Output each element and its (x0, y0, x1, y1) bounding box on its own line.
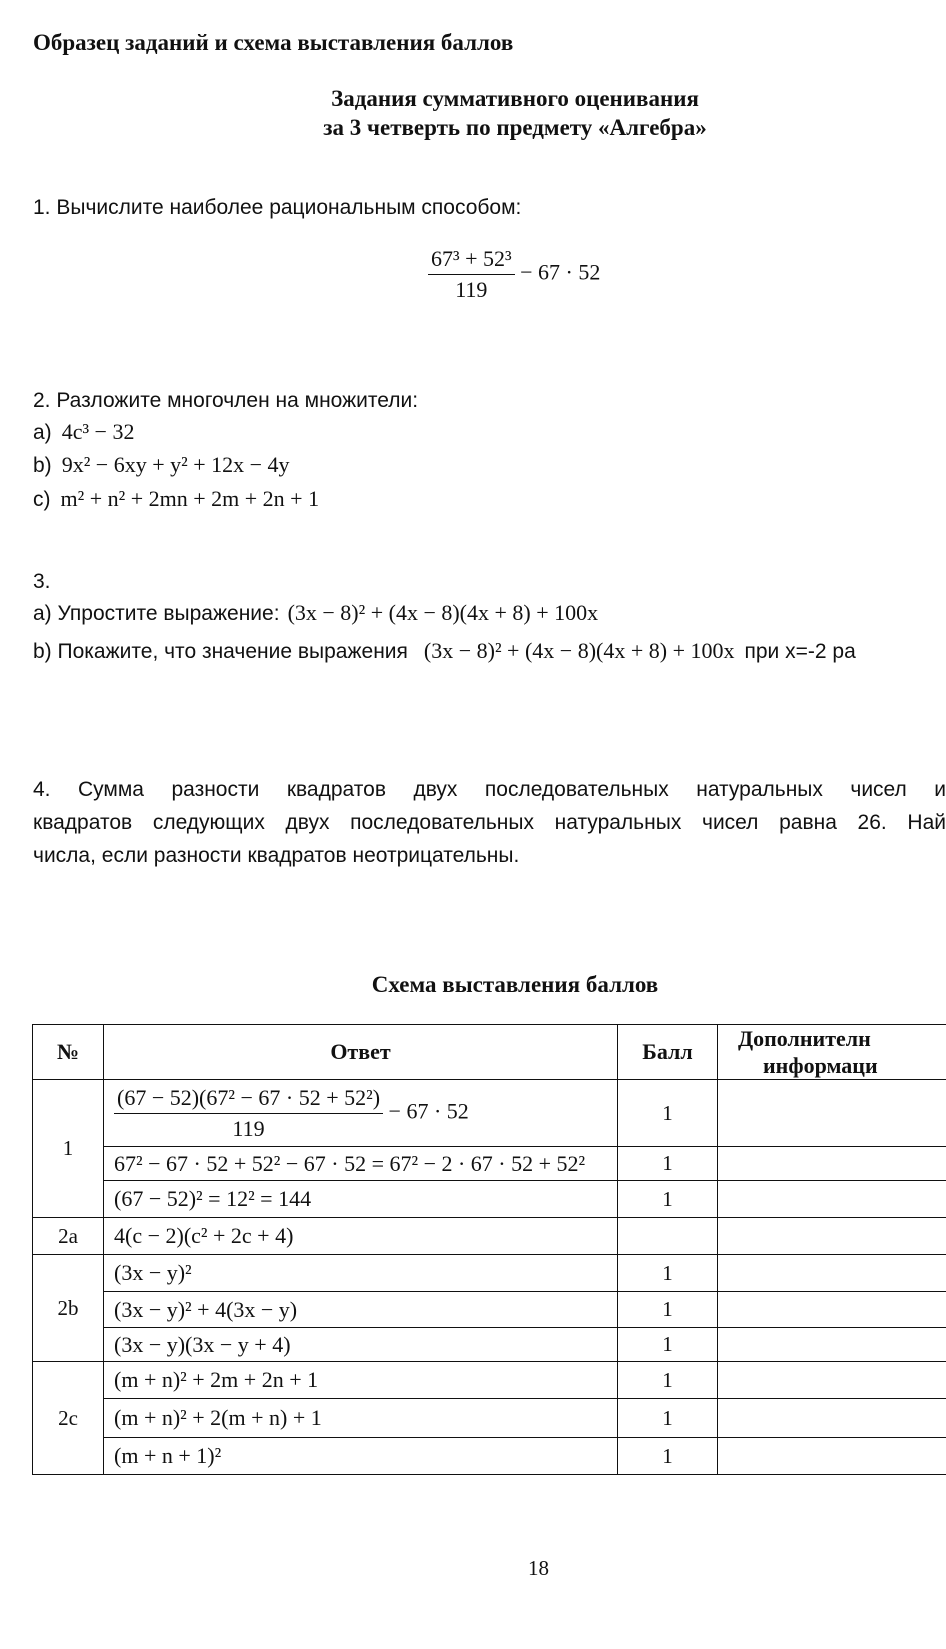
answer-cell: (67 − 52)² = 12² = 144 (104, 1181, 618, 1218)
answer-numerator: (67 − 52)(67² − 67 · 52 + 52²) (114, 1085, 383, 1114)
task2-c-label: c) (33, 488, 51, 511)
task1-fraction (428, 246, 515, 303)
points-cell: 1 (618, 1399, 718, 1438)
info-cell (718, 1181, 946, 1218)
points-cell: 1 (618, 1255, 718, 1292)
answer-tail: − 67 · 52 (388, 1098, 469, 1124)
header-answer: Ответ (104, 1025, 618, 1080)
task2-text: 2. Разложите многочлен на множители: (33, 389, 419, 412)
title-line-1: Задания суммативного оценивания (331, 86, 699, 111)
answer-cell (104, 1080, 618, 1147)
info-cell (718, 1362, 946, 1399)
document-header: Образец заданий и схема выставления баллов (33, 30, 514, 55)
table-row (33, 1292, 946, 1328)
answer-cell: (m + n)² + 2(m + n) + 1 (104, 1399, 618, 1438)
table-row (33, 1181, 946, 1218)
table-row (33, 1328, 946, 1362)
task2-a-label: a) (33, 421, 52, 444)
answer-cell: (3x − y)(3x − y + 4) (104, 1328, 618, 1362)
task3-a-expression: (3x − 8)² + (4x − 8)(4x + 8) + 100x (287, 600, 599, 625)
task3-number: 3. (33, 570, 51, 593)
task1-text: 1. Вычислите наиболее рациональным способом: (33, 196, 522, 219)
table-row (33, 1362, 946, 1399)
info-cell (718, 1255, 946, 1292)
answer-cell: 67² − 67 · 52 + 52² − 67 · 52 = 67² − 2 · 67 · 52 + 52² (104, 1147, 618, 1181)
task3-b-expression: (3x − 8)² + (4x − 8)(4x + 8) + 100x (423, 638, 735, 663)
info-cell (718, 1328, 946, 1362)
info-cell (718, 1399, 946, 1438)
scheme-title: Схема выставления баллов (371, 972, 659, 997)
task4-line-1: 4. Сумма разности квадратов двух последовательных натуральных чисел и (33, 778, 946, 801)
row-number: 2c (33, 1362, 104, 1475)
answer-cell: (m + n + 1)² (104, 1438, 618, 1475)
task1-expression (428, 246, 600, 303)
points-cell: 1 (618, 1292, 718, 1328)
row-number: 2a (33, 1218, 104, 1255)
task3-item-b (33, 638, 946, 664)
points-cell: 1 (618, 1147, 718, 1181)
answer-cell: 4(c − 2)(c² + 2c + 4) (104, 1218, 618, 1255)
task2-b-expression: 9x² − 6xy + y² + 12x − 4y (61, 452, 290, 477)
task1-denominator: 119 (455, 277, 488, 302)
row-number: 1 (33, 1080, 104, 1218)
points-cell: 1 (618, 1438, 718, 1475)
title-line-2: за 3 четверть по предмету «Алгебра» (323, 115, 707, 140)
task2-b-label: b) (33, 454, 52, 477)
answer-fraction (114, 1085, 383, 1142)
points-cell: 1 (618, 1181, 718, 1218)
table-row (33, 1438, 946, 1475)
points-cell: 1 (618, 1080, 718, 1147)
table-row (33, 1218, 946, 1255)
info-cell (718, 1080, 946, 1147)
scoring-table (32, 1024, 946, 1475)
info-cell (718, 1292, 946, 1328)
answer-denominator: 119 (232, 1115, 265, 1141)
task3-b-text: b) Покажите, что значение выражения (33, 640, 408, 663)
header-points: Балл (618, 1025, 718, 1080)
answer-cell: (m + n)² + 2m + 2n + 1 (104, 1362, 618, 1399)
points-cell (618, 1218, 718, 1255)
info-cell (718, 1218, 946, 1255)
task4-line-2: квадратов следующих двух последовательных натуральных чисел равна 26. Най (33, 811, 946, 834)
header-info-line-1: Дополнителн (738, 1026, 871, 1051)
task1-tail: − 67 · 52 (520, 259, 601, 285)
task2-item-b (33, 452, 290, 478)
task2-item-c (33, 486, 319, 512)
table-row (33, 1080, 946, 1147)
table-row (33, 1399, 946, 1438)
task1-numerator: 67³ + 52³ (428, 246, 515, 275)
answer-cell: (3x − y)² (104, 1255, 618, 1292)
header-info-line-2: информаци (763, 1053, 878, 1078)
info-cell (718, 1438, 946, 1475)
task2-a-expression: 4c³ − 32 (61, 419, 135, 444)
task2-c-expression: m² + n² + 2mn + 2m + 2n + 1 (60, 486, 320, 511)
row-number: 2b (33, 1255, 104, 1362)
table-header-row (33, 1025, 946, 1080)
answer-cell: (3x − y)² + 4(3x − y) (104, 1292, 618, 1328)
page-number: 18 (528, 1556, 549, 1580)
table-row (33, 1147, 946, 1181)
header-additional-info (718, 1025, 946, 1080)
points-cell: 1 (618, 1328, 718, 1362)
header-no: № (33, 1025, 104, 1080)
task3-a-text: a) Упростите выражение: (33, 602, 280, 625)
table-row (33, 1255, 946, 1292)
task2-item-a (33, 419, 134, 445)
points-cell: 1 (618, 1362, 718, 1399)
task3-item-a (33, 600, 598, 626)
info-cell (718, 1147, 946, 1181)
task4-line-3: числа, если разности квадратов неотрицательны. (33, 844, 520, 867)
task3-b-tail: при x=-2 ра (744, 640, 856, 663)
